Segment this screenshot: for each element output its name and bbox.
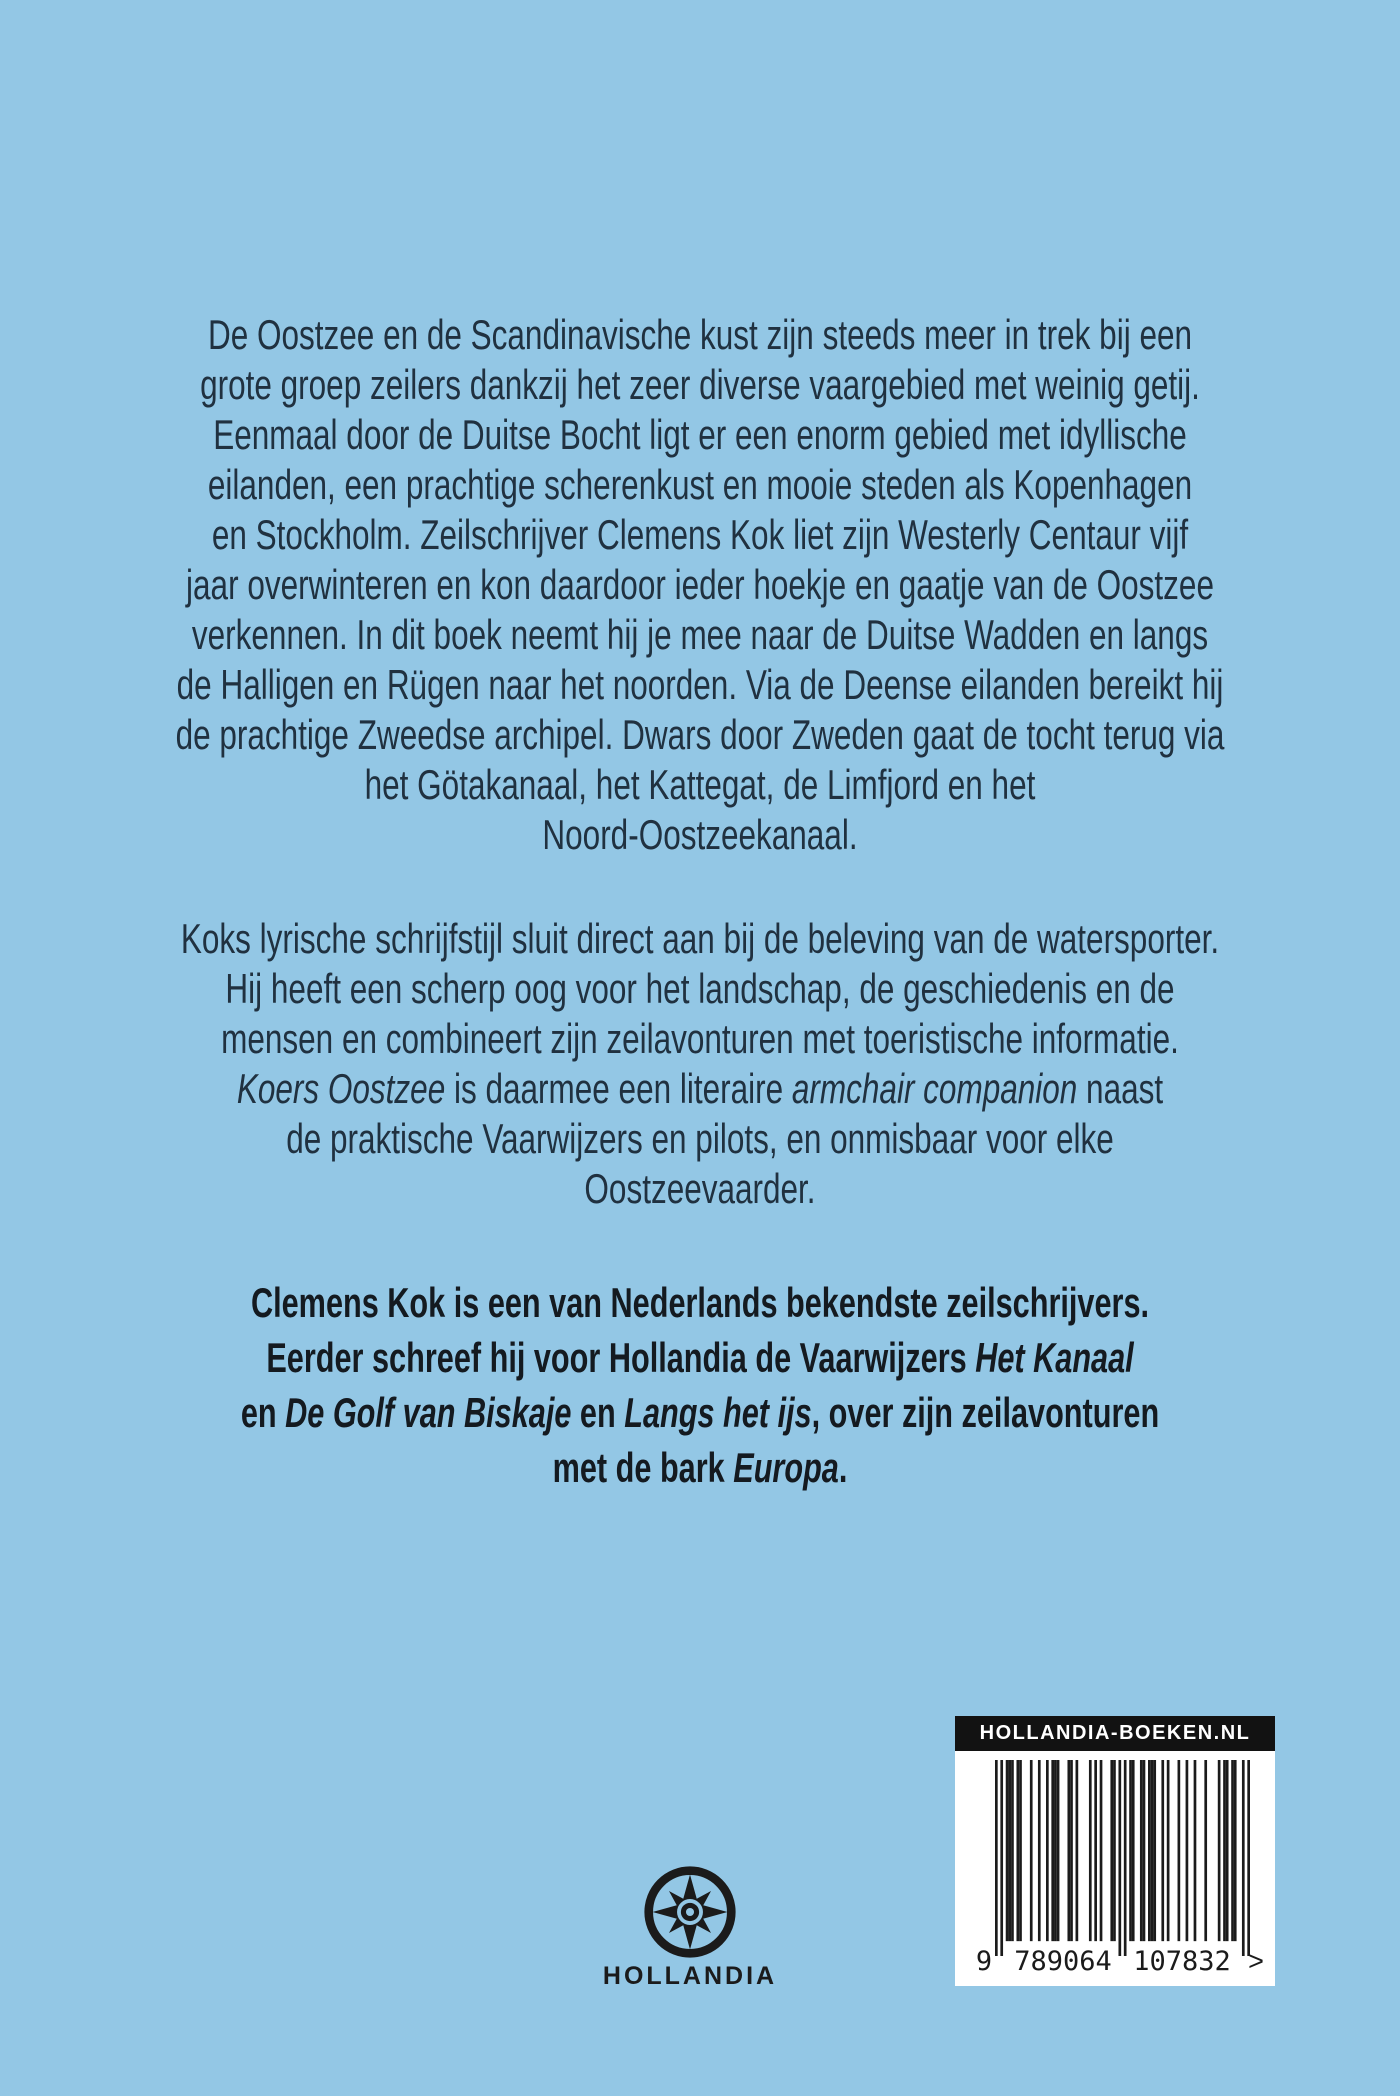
blurb-line: De Oostzee en de Scandinavische kust zijn steeds meer in trek bij een bbox=[207, 311, 1193, 358]
blurb-line: verkennen. In dit boek neemt hij je mee naar de Duitse Wadden en langs bbox=[191, 611, 1209, 658]
isbn-digit-group2: 107832 bbox=[1133, 1946, 1231, 1977]
blurb-line: de prachtige Zweedse archipel. Dwars door Zweden gaat de tocht terug via bbox=[175, 711, 1225, 758]
blurb-line: Koers Oostzee is daarmee een literaire armchair companion naast bbox=[236, 1065, 1164, 1112]
blurb-paragraph-2 bbox=[100, 914, 1300, 1214]
blurb-line: eilanden, een prachtige scherenkust en mooie steden als Kopenhagen bbox=[207, 461, 1193, 508]
blurb-line: Clemens Kok is een van Nederlands bekendste zeilschrijvers. bbox=[250, 1279, 1150, 1326]
blurb-line: met de bark Europa. bbox=[552, 1444, 848, 1491]
barcode-quiet-zone-arrow: > bbox=[1248, 1946, 1264, 1976]
blurb-line: het Götakanaal, het Kattegat, de Limfjord en het bbox=[364, 761, 1036, 808]
blurb-line: Eenmaal door de Duitse Bocht ligt er een enorm gebied met idyllische bbox=[213, 411, 1187, 458]
blurb-line: Koks lyrische schrijfstijl sluit direct aan bij de beleving van de watersporter. bbox=[180, 915, 1220, 962]
blurb-line: Noord-Oostzeekanaal. bbox=[542, 811, 858, 858]
blurb-line: grote groep zeilers dankzij het zeer diverse vaargebied met weinig getij. bbox=[200, 361, 1200, 408]
blurb-line: en De Golf van Biskaje en Langs het ijs, over zijn zeilavonturen bbox=[240, 1389, 1160, 1436]
blurb-line: mensen en combineert zijn zeilavonturen met toeristische informatie. bbox=[221, 1015, 1179, 1062]
publisher-website-label: HOLLANDIA-BOEKEN.NL bbox=[955, 1716, 1275, 1751]
blurb-paragraph-1 bbox=[100, 310, 1300, 860]
author-bio-paragraph bbox=[116, 1275, 1284, 1495]
blurb-line: Oostzeevaarder. bbox=[584, 1165, 816, 1212]
blurb-line: Eerder schreef hij voor Hollandia de Vaarwijzers Het Kanaal bbox=[266, 1334, 1134, 1381]
barcode-block bbox=[955, 1716, 1275, 1986]
blurb-line: de praktische Vaarwijzers en pilots, en onmisbaar voor elke bbox=[286, 1115, 1114, 1162]
blurb-line: jaar overwinteren en kon daardoor ieder hoekje en gaatje van de Oostzee bbox=[186, 561, 1214, 608]
isbn-digit-group1: 789064 bbox=[1014, 1946, 1112, 1977]
compass-rose-icon bbox=[642, 1864, 738, 1960]
blurb-line: en Stockholm. Zeilschrijver Clemens Kok liet zijn Westerly Centaur vijf bbox=[211, 511, 1189, 558]
blurb-line: de Halligen en Rügen naar het noorden. Via de Deense eilanden bereikt hij bbox=[176, 661, 1224, 708]
blurb-line: Hij heeft een scherp oog voor het landschap, de geschiedenis en de bbox=[225, 965, 1175, 1012]
isbn-digit-first: 9 bbox=[975, 1946, 993, 1977]
ean13-barcode bbox=[995, 1760, 1250, 1956]
publisher-wordmark: HOLLANDIA bbox=[602, 1962, 778, 1990]
